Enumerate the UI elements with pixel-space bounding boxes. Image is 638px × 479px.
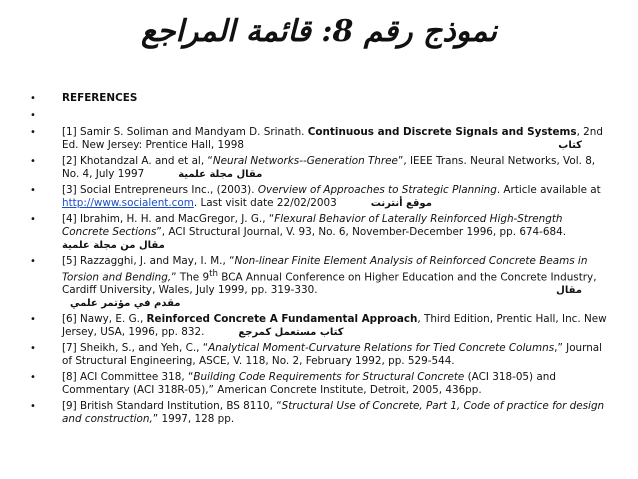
reference-4-journal: ”, ACI Structural Journal, V. 93, No. 6, November-December 1996, pp. 674-684. (156, 226, 567, 238)
reference-5-ordinal: th (209, 269, 218, 279)
reference-3-authors: [3] Social Entrepreneurs Inc., (2003). (62, 184, 258, 196)
bullet-icon: • (30, 372, 36, 384)
bullet-icon: • (30, 127, 36, 138)
reference-list (30, 92, 610, 429)
reference-9-title: Structural Use of Concrete, Part 1, Code of practice for design and construction, (62, 400, 605, 426)
reference-5-authors: [5] Razzagghi, J. and May, I. M., “ (62, 255, 235, 267)
bullet-icon: • (30, 185, 36, 196)
reference-3-link[interactable]: http://www.socialent.com (62, 197, 194, 209)
reference-8-authors: [8] ACI Committee 318, “ (62, 371, 194, 384)
bullet-icon: • (30, 110, 36, 121)
bullet-icon: • (30, 156, 36, 167)
list-item-empty (30, 109, 610, 122)
bullet-icon: • (30, 93, 36, 104)
reference-5-conference: BCA Annual Conference on Higher Education and the Concrete Industry, Cardiff University, Wales, July 1999, pp. 319-330. (62, 271, 597, 297)
reference-6-authors: [6] Nawy, E. G., (62, 313, 147, 326)
list-item-heading (30, 92, 610, 105)
reference-3 (30, 184, 610, 210)
reference-2-title: Neural Networks--Generation Three (212, 155, 398, 167)
reference-1 (30, 126, 610, 152)
reference-4-type-tag: مقال من مجلة علمية (62, 240, 165, 251)
reference-2 (30, 155, 610, 181)
reference-9-year: ” 1997, 128 pp. (152, 413, 235, 426)
slide-title: نموذج رقم 8: قائمة المراجع (141, 14, 497, 49)
reference-7-authors: [7] Sheikh, S., and Yeh, C., “ (62, 342, 209, 355)
reference-2-journal: ”, IEEE Trans. Neural Networks, Vol. 8, No. 4, July 1997 (62, 155, 596, 180)
bullet-icon: • (30, 401, 36, 413)
reference-5-title: Non-linear Finite Element Analysis of Reinforced Concrete Beams in Torsion and Bending, (62, 255, 588, 284)
reference-6-title: Reinforced Concrete A Fundamental Approach (146, 313, 418, 326)
reference-8 (30, 371, 610, 397)
reference-1-type-tag: كتاب (558, 140, 582, 151)
reference-6-type-tag: كتاب مستعمل كمرجع (238, 327, 344, 339)
reference-4-authors: [4] Ibrahim, H. H. and MacGregor, J. G., “ (62, 213, 275, 225)
reference-5-type-tag-2: مقدم في مؤتمر علمي (70, 298, 181, 310)
bullet-icon: • (30, 314, 36, 326)
reference-5-conference-prefix: ” The 9 (171, 271, 210, 284)
reference-5-type-tag: مقال (556, 285, 582, 297)
reference-3-title: Overview of Approaches to Strategic Planning (257, 184, 497, 196)
reference-8-title: Building Code Requirements for Structural Concrete (193, 371, 465, 384)
reference-5 (30, 255, 610, 310)
references-heading: REFERENCES (62, 92, 138, 104)
reference-7 (30, 342, 610, 368)
reference-1-publisher: , 2nd Ed. New Jersey: Prentice Hall, 1998 (62, 126, 603, 151)
reference-1-title: Continuous and Discrete Signals and Systems (307, 126, 577, 138)
reference-8-publisher: (ACI 318-05) and Commentary (ACI 318R-05),” American Concrete Institute, Detroit, 2005, 436pp. (62, 371, 556, 397)
reference-3-type-tag: موقع أنترنت (370, 198, 432, 209)
reference-9 (30, 400, 610, 426)
reference-2-authors: [2] Khotandzal A. and et al, “ (62, 155, 213, 167)
reference-6-publisher: , Third Edition, Prentic Hall, Inc. New Jersey, USA, 1996, pp. 832. (62, 313, 607, 339)
reference-3-visit-date: . Last visit date 22/02/2003 (193, 197, 337, 209)
bullet-icon: • (30, 256, 36, 267)
reference-7-title: Analytical Moment-Curvature Relations for Tied Concrete Columns (208, 342, 555, 355)
reference-4 (30, 213, 610, 252)
reference-2-type-tag: مقال مجلة علمية (178, 169, 263, 180)
reference-6 (30, 313, 610, 339)
bullet-icon: • (30, 214, 36, 225)
reference-1-authors: [1] Samir S. Soliman and Mandyam D. Srinath. (62, 126, 308, 138)
bullet-icon: • (30, 343, 36, 355)
reference-7-journal: ,” Journal of Structural Engineering, ASCE, V. 118, No. 2, February 1992, pp. 529-544. (62, 342, 603, 368)
reference-3-availability: . Article available at (496, 184, 601, 196)
reference-9-authors: [9] British Standard Institution, BS 8110, “ (62, 400, 282, 413)
reference-4-title: Flexural Behavior of Laterally Reinforced High-Strength Concrete Sections (62, 213, 563, 238)
